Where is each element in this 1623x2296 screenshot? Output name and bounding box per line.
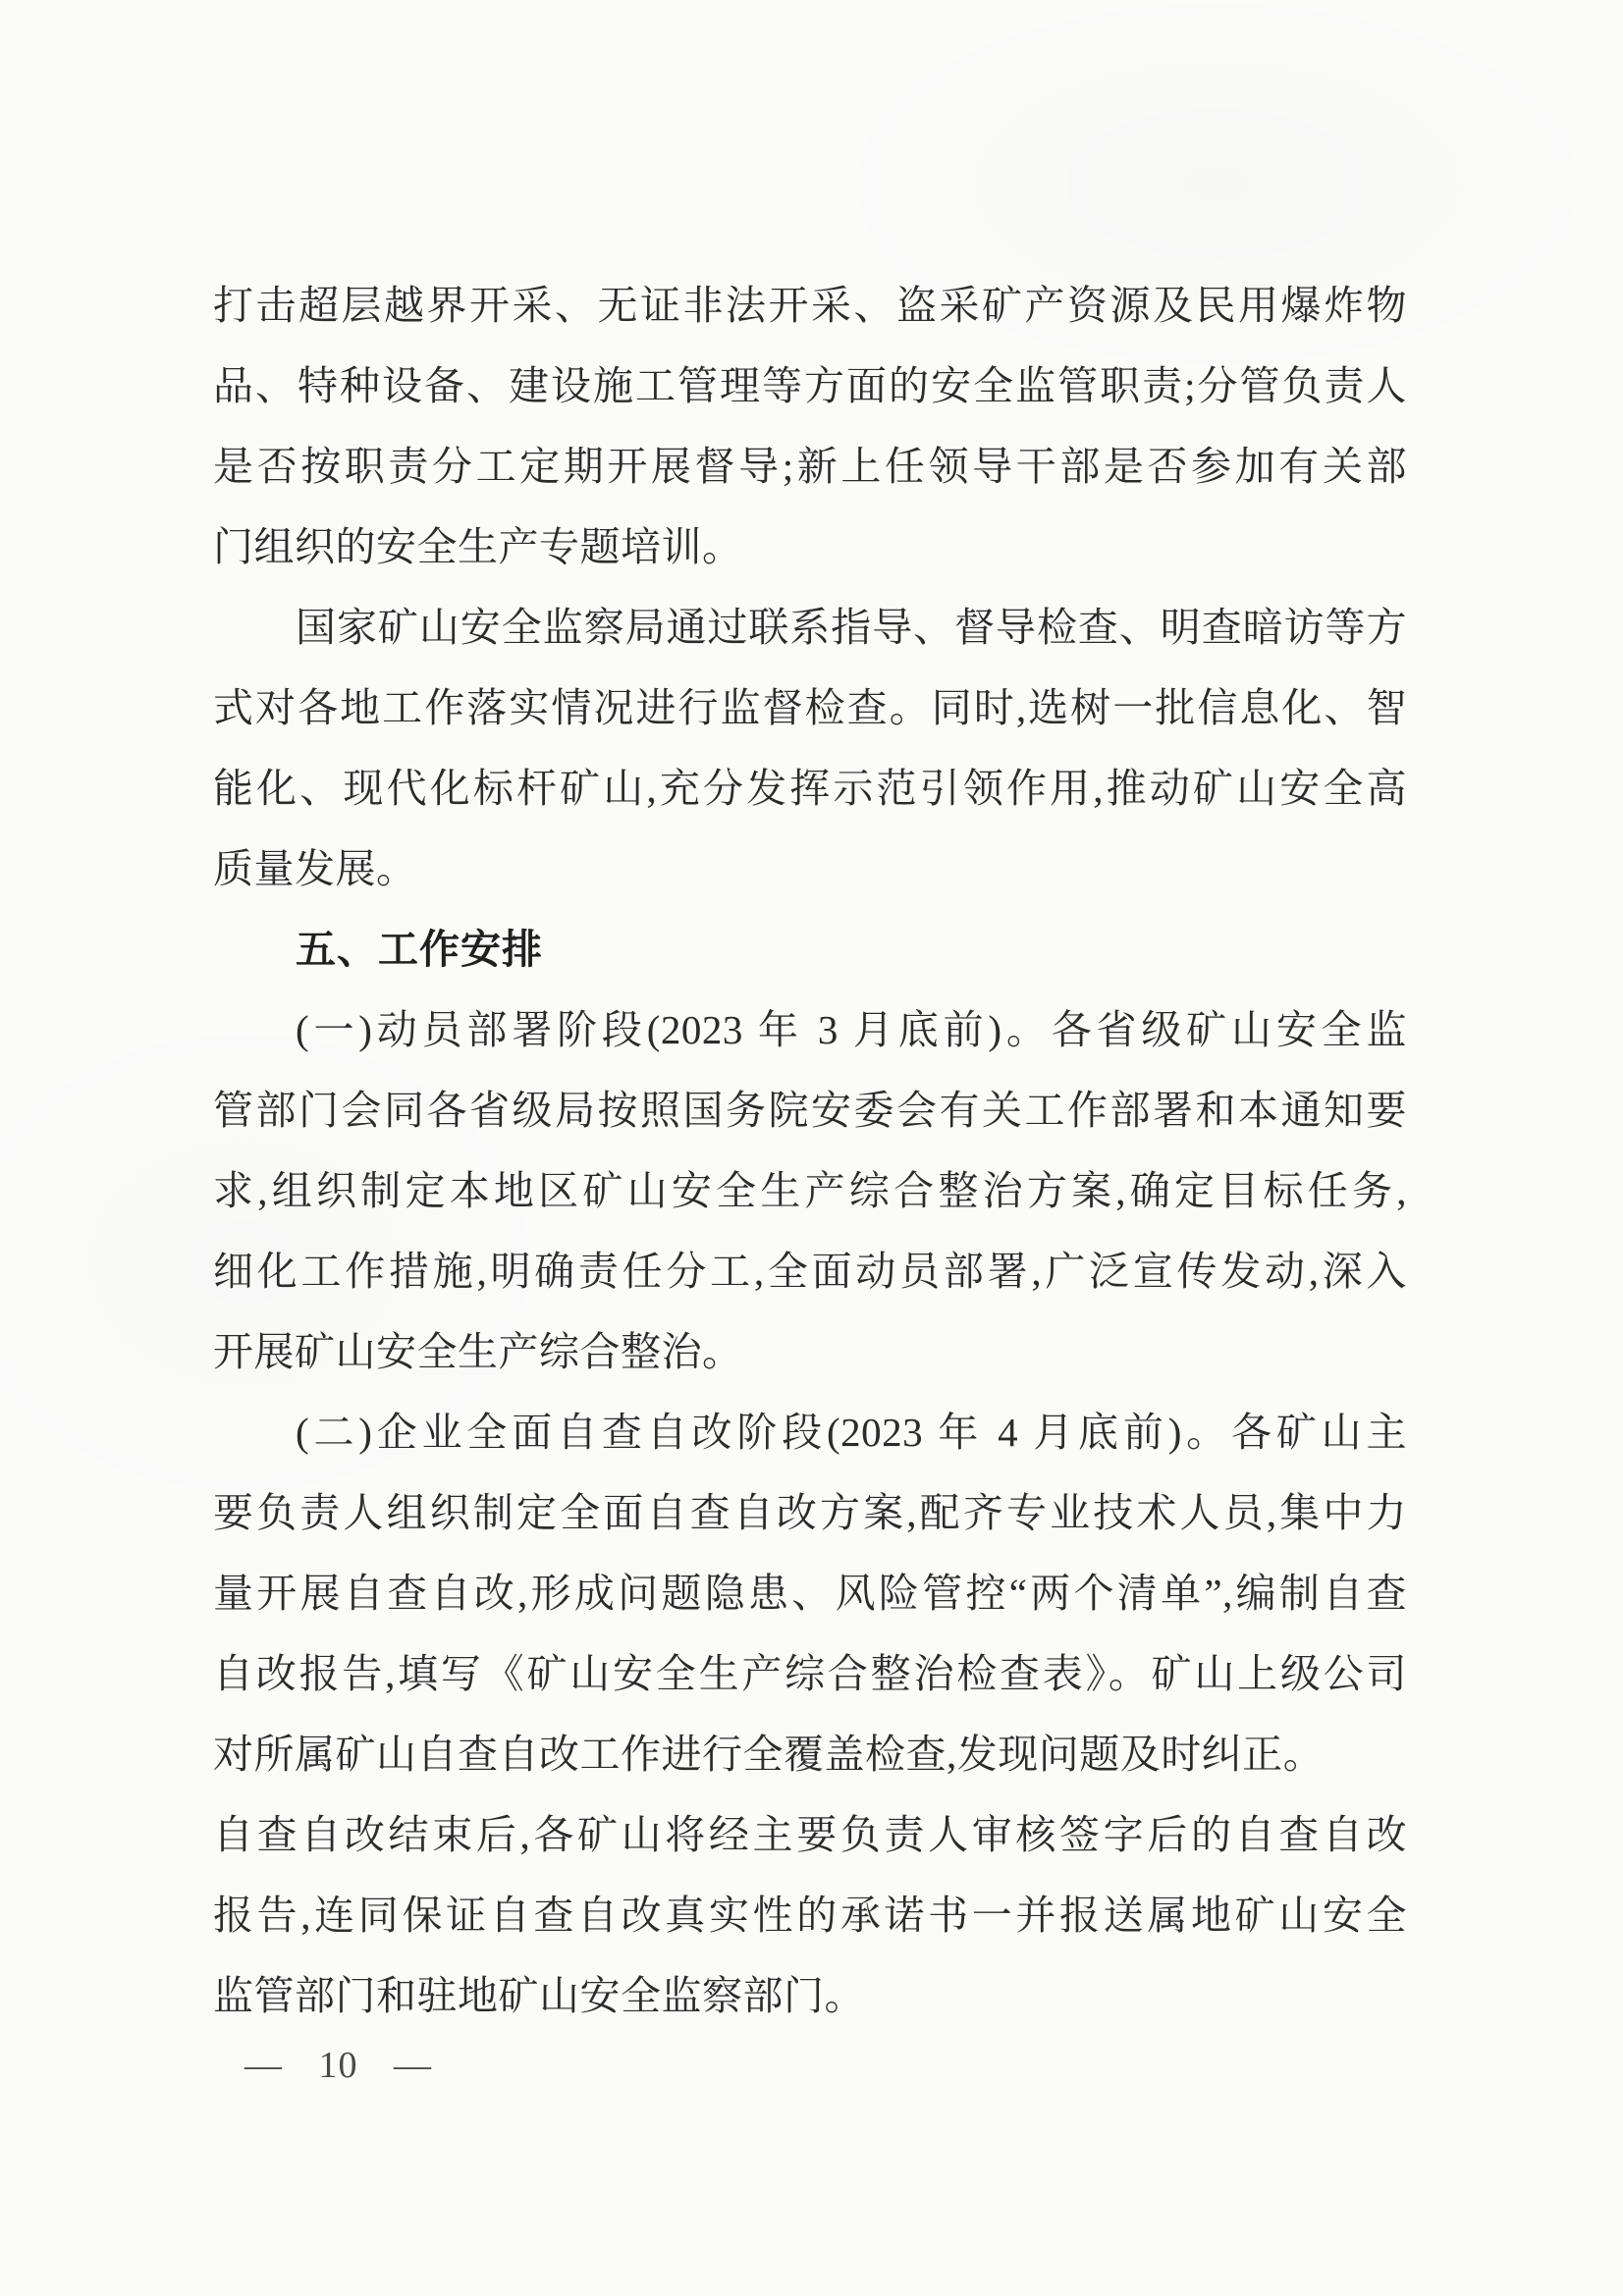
text-line: 国家矿山安全监察局通过联系指导、督导检查、明查暗访等方: [296, 605, 1407, 650]
text-line: 求,组织制定本地区矿山安全生产综合整治方案,确定目标任务,: [213, 1168, 1407, 1213]
text-line: 管部门会同各省级局按照国务院安委会有关工作部署和本通知要: [213, 1088, 1407, 1133]
text-line: 能化、现代化标杆矿山,充分发挥示范引领作用,推动矿山安全高: [213, 766, 1407, 811]
text-line: 细化工作措施,明确责任分工,全面动员部署,广泛宣传发动,深入: [213, 1249, 1407, 1294]
text-line: 品、特种设备、建设施工管理等方面的安全监管职责;分管负责人: [213, 363, 1407, 408]
text-line: 开展矿山安全生产综合整治。: [213, 1329, 743, 1374]
text-line: (一)动员部署阶段(2023 年 3 月底前)。各省级矿山安全监: [296, 1007, 1407, 1052]
text-line: 自改报告,填写《矿山安全生产综合整治检查表》。矿山上级公司: [213, 1651, 1407, 1696]
text-line: 质量发展。: [213, 846, 417, 891]
text-line: 对所属矿山自查自改工作进行全覆盖检查,发现问题及时纠正。: [213, 1732, 1325, 1777]
text-line: (二)企业全面自查自改阶段(2023 年 4 月底前)。各矿山主: [296, 1410, 1407, 1455]
text-line: 要负责人组织制定全面自查自改方案,配齐专业技术人员,集中力: [213, 1490, 1407, 1535]
text-line: 监管部门和驻地矿山安全监察部门。: [213, 1973, 865, 2018]
document-body: [213, 265, 1407, 2036]
text-line: 门组织的安全生产专题培训。: [213, 524, 743, 569]
text-line: 是否按职责分工定期开展督导;新上任领导干部是否参加有关部: [213, 444, 1407, 489]
text-line: 报告,连同保证自查自改真实性的承诺书一并报送属地矿山安全: [213, 1893, 1407, 1938]
text-line: 自查自改结束后,各矿山将经主要负责人审核签字后的自查自改: [213, 1812, 1407, 1857]
text-line: 打击超层越界开采、无证非法开采、盗采矿产资源及民用爆炸物: [213, 283, 1407, 328]
text-line: 量开展自查自改,形成问题隐患、风险管控“两个清单”,编制自查: [213, 1571, 1407, 1616]
section-heading: 五、工作安排: [296, 927, 543, 972]
text-line: 式对各地工作落实情况进行监督检查。同时,选树一批信息化、智: [213, 685, 1407, 730]
page-number: — 10 —: [244, 2045, 432, 2086]
